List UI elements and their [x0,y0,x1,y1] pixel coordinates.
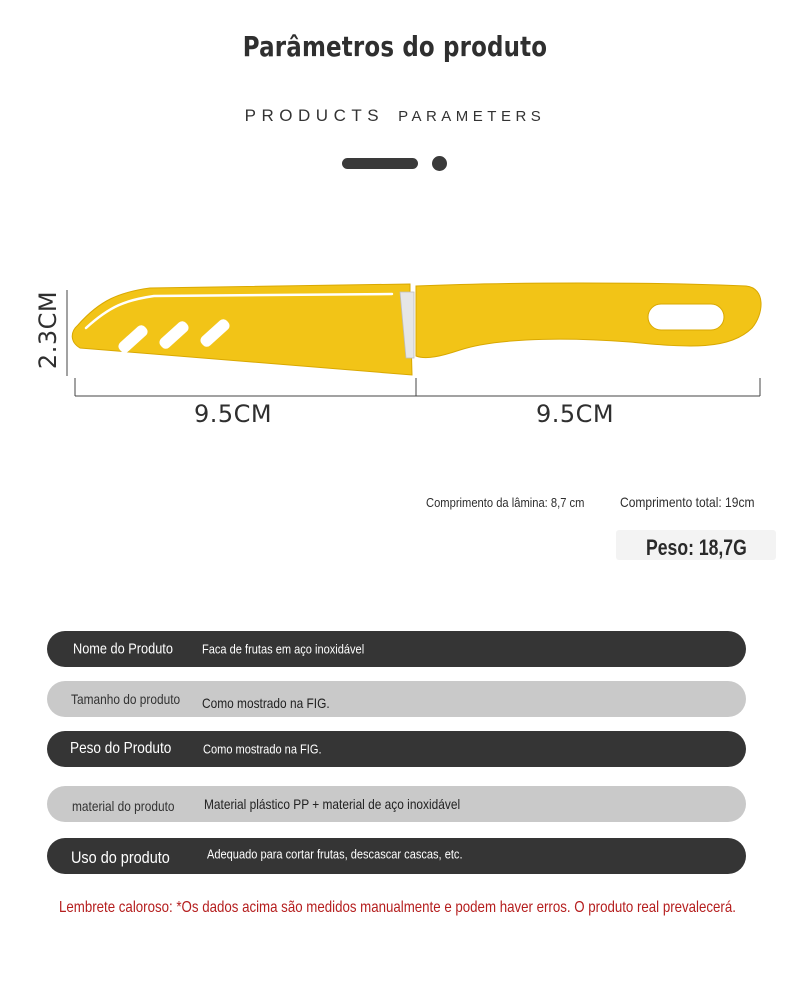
row-value: Como mostrado na FIG. [203,741,322,757]
decorative-dash [342,158,418,169]
row-label: Peso do Produto [70,740,172,757]
table-row-product-weight [47,731,746,767]
row-value: Adequado para cortar frutas, descascar cascas, etc. [207,846,463,862]
table-row-product-name [47,631,746,667]
decorative-dot [432,156,447,171]
knife-sheath [72,284,412,375]
blade-length-spec: Comprimento da lâmina: 8,7 cm [426,495,585,510]
subtitle-word-products: PRODUCTS [244,106,385,125]
page-title: Parâmetros do produto [242,30,548,63]
sheath-length-label: 9.5CM [194,400,273,428]
row-label: Nome do Produto [73,640,173,658]
weight-spec: Peso: 18,7G [646,535,747,560]
table-row-product-use [47,838,746,874]
disclaimer-note: Lembrete caloroso: *Os dados acima são medidos manualmente e podem haver erros. O produto real prevalecerá. [59,899,736,916]
row-label: Tamanho do produto [71,691,181,707]
total-length-spec: Comprimento total: 19cm [620,494,755,510]
table-row-product-material [47,786,746,822]
subtitle-word-parameters: PARAMETERS [398,108,546,125]
row-value: Como mostrado na FIG. [202,695,330,712]
handle-length-label: 9.5CM [536,400,615,428]
row-label: material do produto [72,798,175,815]
row-label: Uso do produto [71,847,170,867]
table-row-product-size [47,681,746,717]
row-value: Faca de frutas em aço inoxidável [202,641,365,657]
page-subtitle [0,106,790,126]
row-value: Material plástico PP + material de aço inoxidável [204,796,461,812]
height-dimension-label: 2.3CM [34,290,62,370]
fruit-knife-image [30,270,770,405]
